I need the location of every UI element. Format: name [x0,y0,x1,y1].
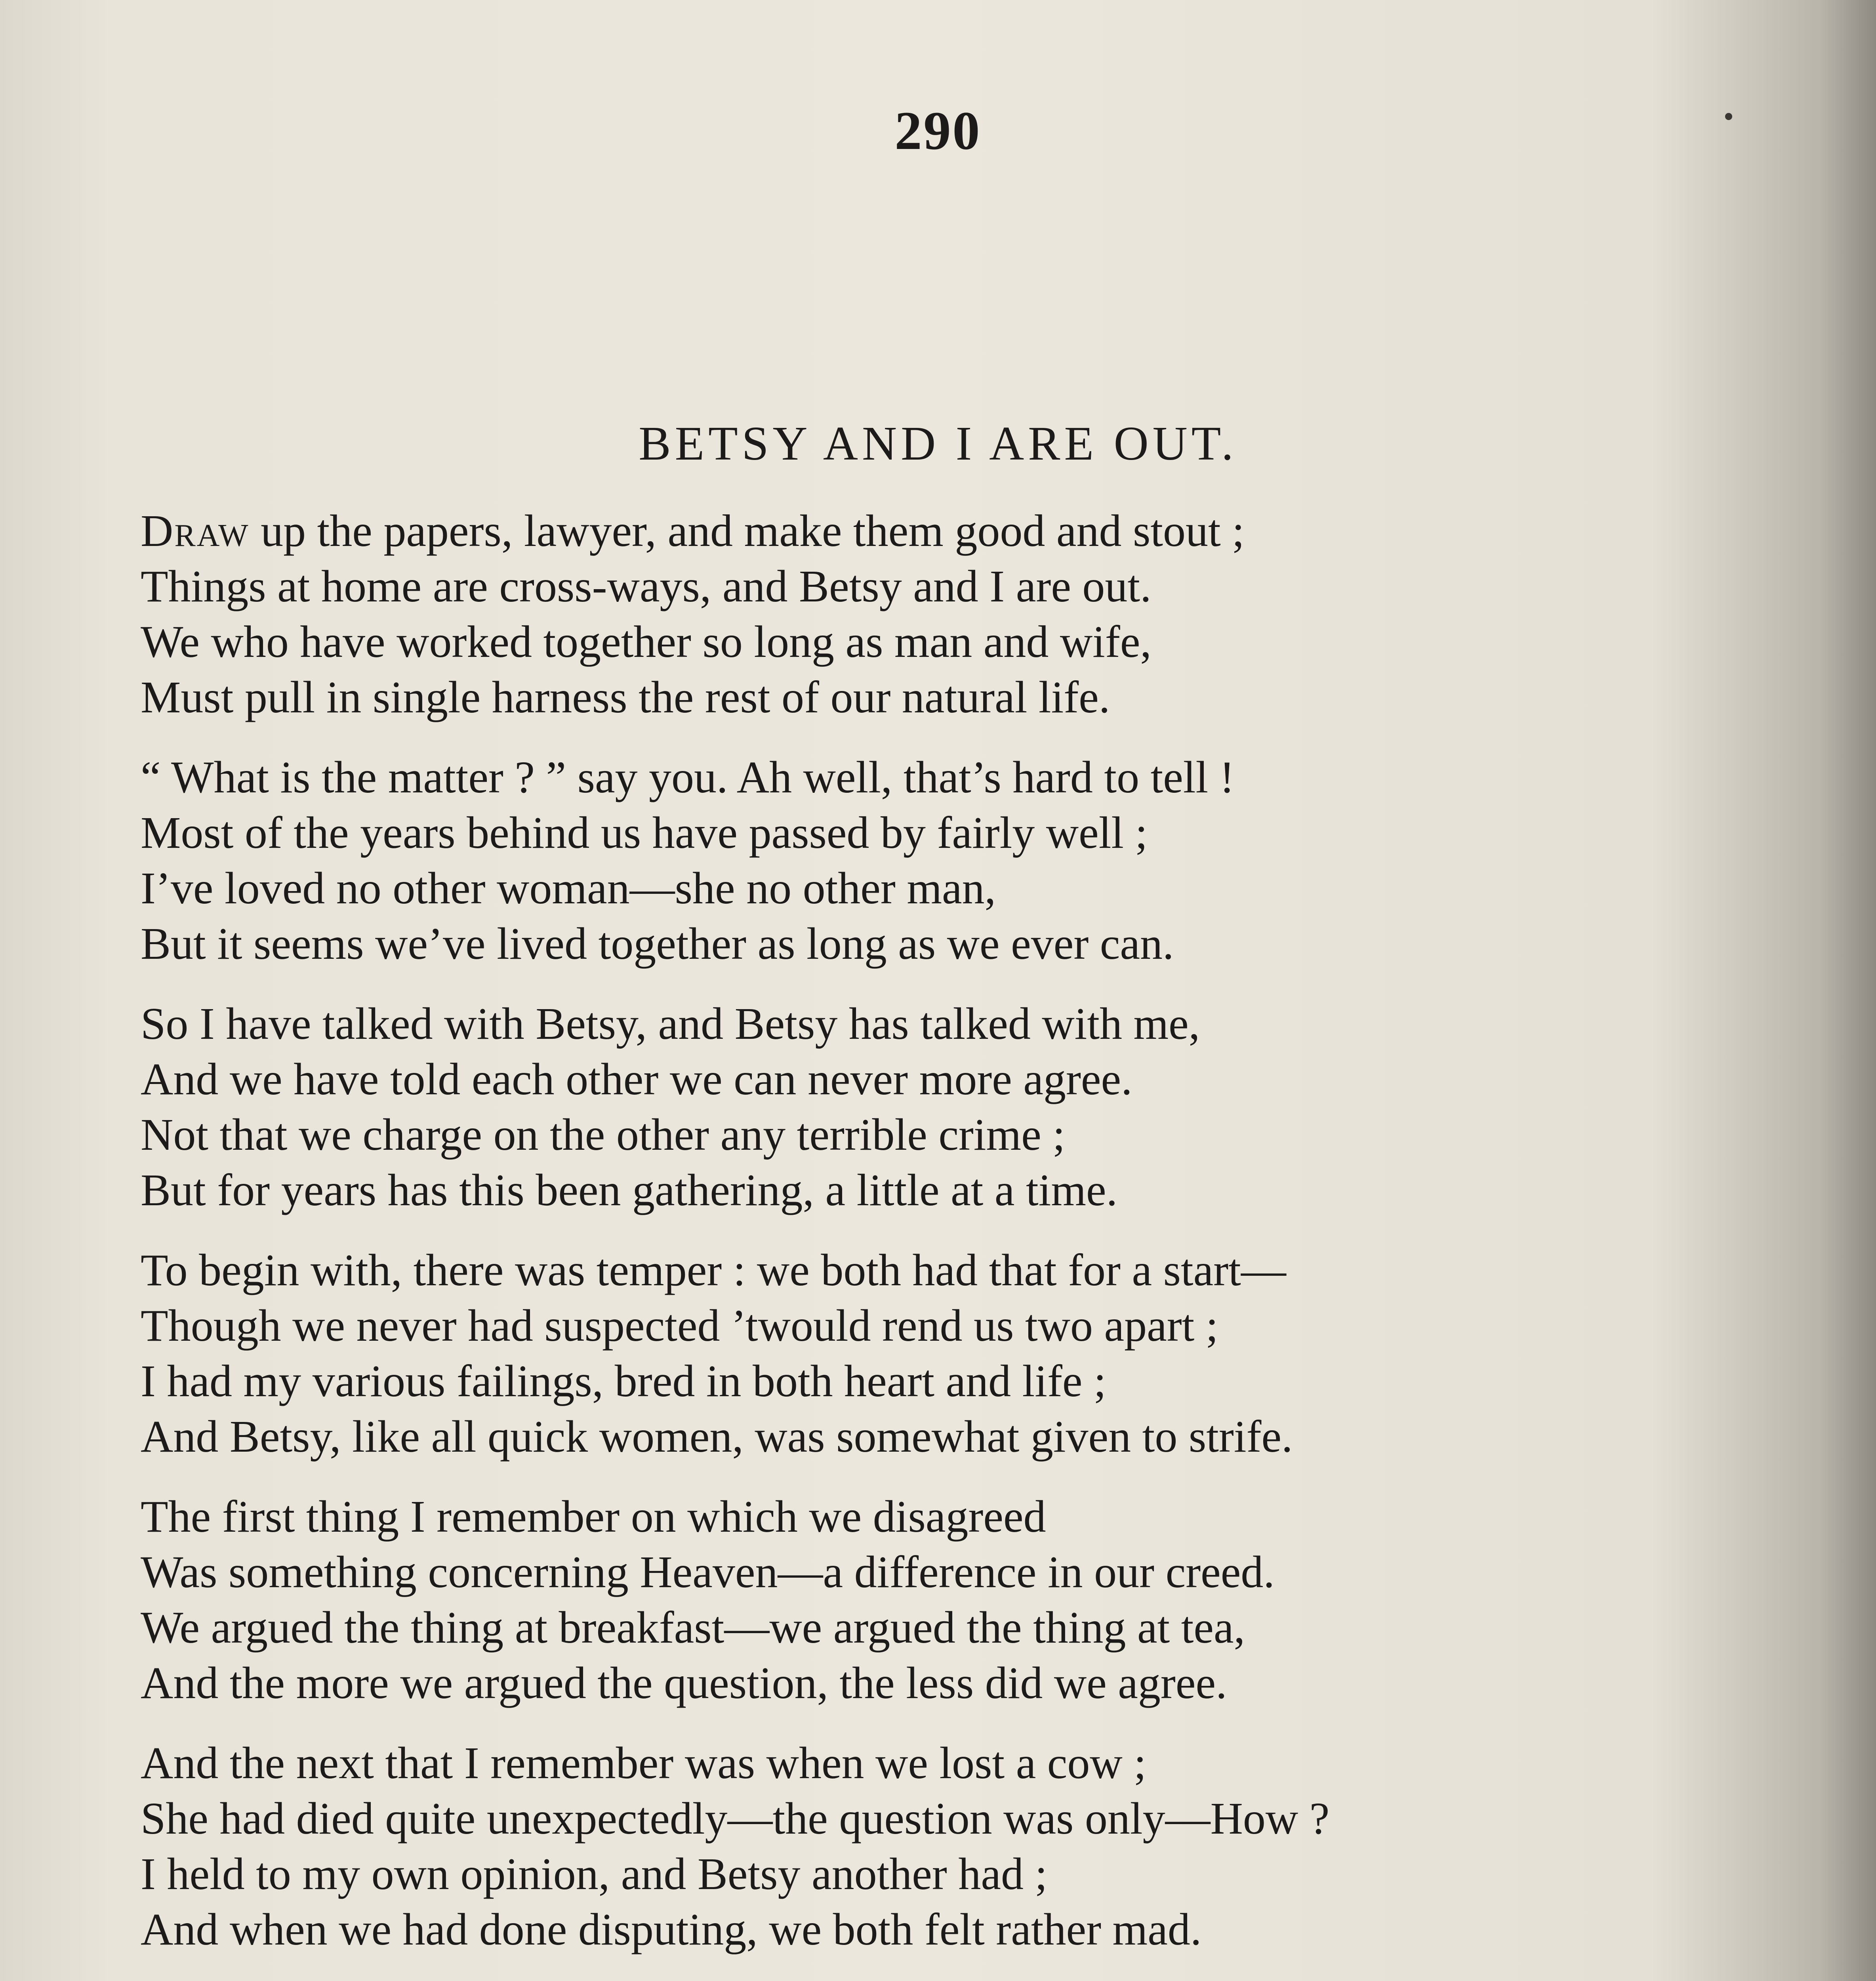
poem-line: Not that we charge on the other any terrible crime ; [141,1109,1065,1160]
page-number: 290 [894,100,982,161]
poem-line: And when we had done disputing, we both felt rather mad. [141,1904,1202,1954]
poem-line: Things at home are cross-ways, and Betsy and I are out. [141,561,1152,611]
ink-speck [1725,113,1732,120]
stanza-3 [141,996,1725,1218]
poem-line: But for years has this been gathering, a little at a time. [141,1165,1118,1215]
poem-body [141,503,1725,1981]
poem-line: Must pull in single harness the rest of our natural life. [141,672,1110,722]
poem-line: I’ve loved no other woman—she no other man, [141,863,996,913]
poem-line: And we have told each other we can never more agree. [141,1054,1132,1104]
poem-line: To begin with, there was temper : we both had that for a start— [141,1245,1286,1295]
stanza-6 [141,1735,1725,1957]
poem-line: We argued the thing at breakfast—we argued the thing at tea, [141,1602,1245,1653]
poem-line: Most of the years behind us have passed by fairly well ; [141,807,1148,858]
poem-title: BETSY AND I ARE OUT. [639,417,1237,470]
poem-line: The first thing I remember on which we disagreed [141,1491,1046,1542]
stanza-1 [141,503,1725,725]
dropcap-word: Draw [141,506,250,556]
poem-line: I held to my own opinion, and Betsy another had ; [141,1849,1048,1899]
poem-line: We who have worked together so long as man and wife, [141,616,1152,667]
poem-line: “ What is the matter ? ” say you. Ah well, that’s hard to tell ! [141,752,1235,802]
poem-line: And Betsy, like all quick women, was somewhat given to strife. [141,1411,1293,1462]
poem-line: Though we never had suspected ’twould rend us two apart ; [141,1300,1218,1351]
stanza-5 [141,1489,1725,1711]
poem-line: She had died quite unexpectedly—the question was only—How ? [141,1793,1330,1844]
stanza-4 [141,1242,1725,1464]
poem-line: Was something concerning Heaven—a difference in our creed. [141,1547,1275,1597]
poem-line: But it seems we’ve lived together as long as we ever can. [141,918,1174,969]
poem-line: So I have talked with Betsy, and Betsy has talked with me, [141,998,1200,1049]
poem-line [141,503,1725,559]
poem-line: I had my various failings, bred in both heart and life ; [141,1356,1106,1406]
poem-line: And the next that I remember was when we lost a cow ; [141,1738,1146,1788]
poem-line: And the more we argued the question, the less did we agree. [141,1658,1227,1708]
first-line-rest: up the papers, lawyer, and make them good and stout ; [249,506,1245,556]
stanza-2 [141,750,1725,971]
